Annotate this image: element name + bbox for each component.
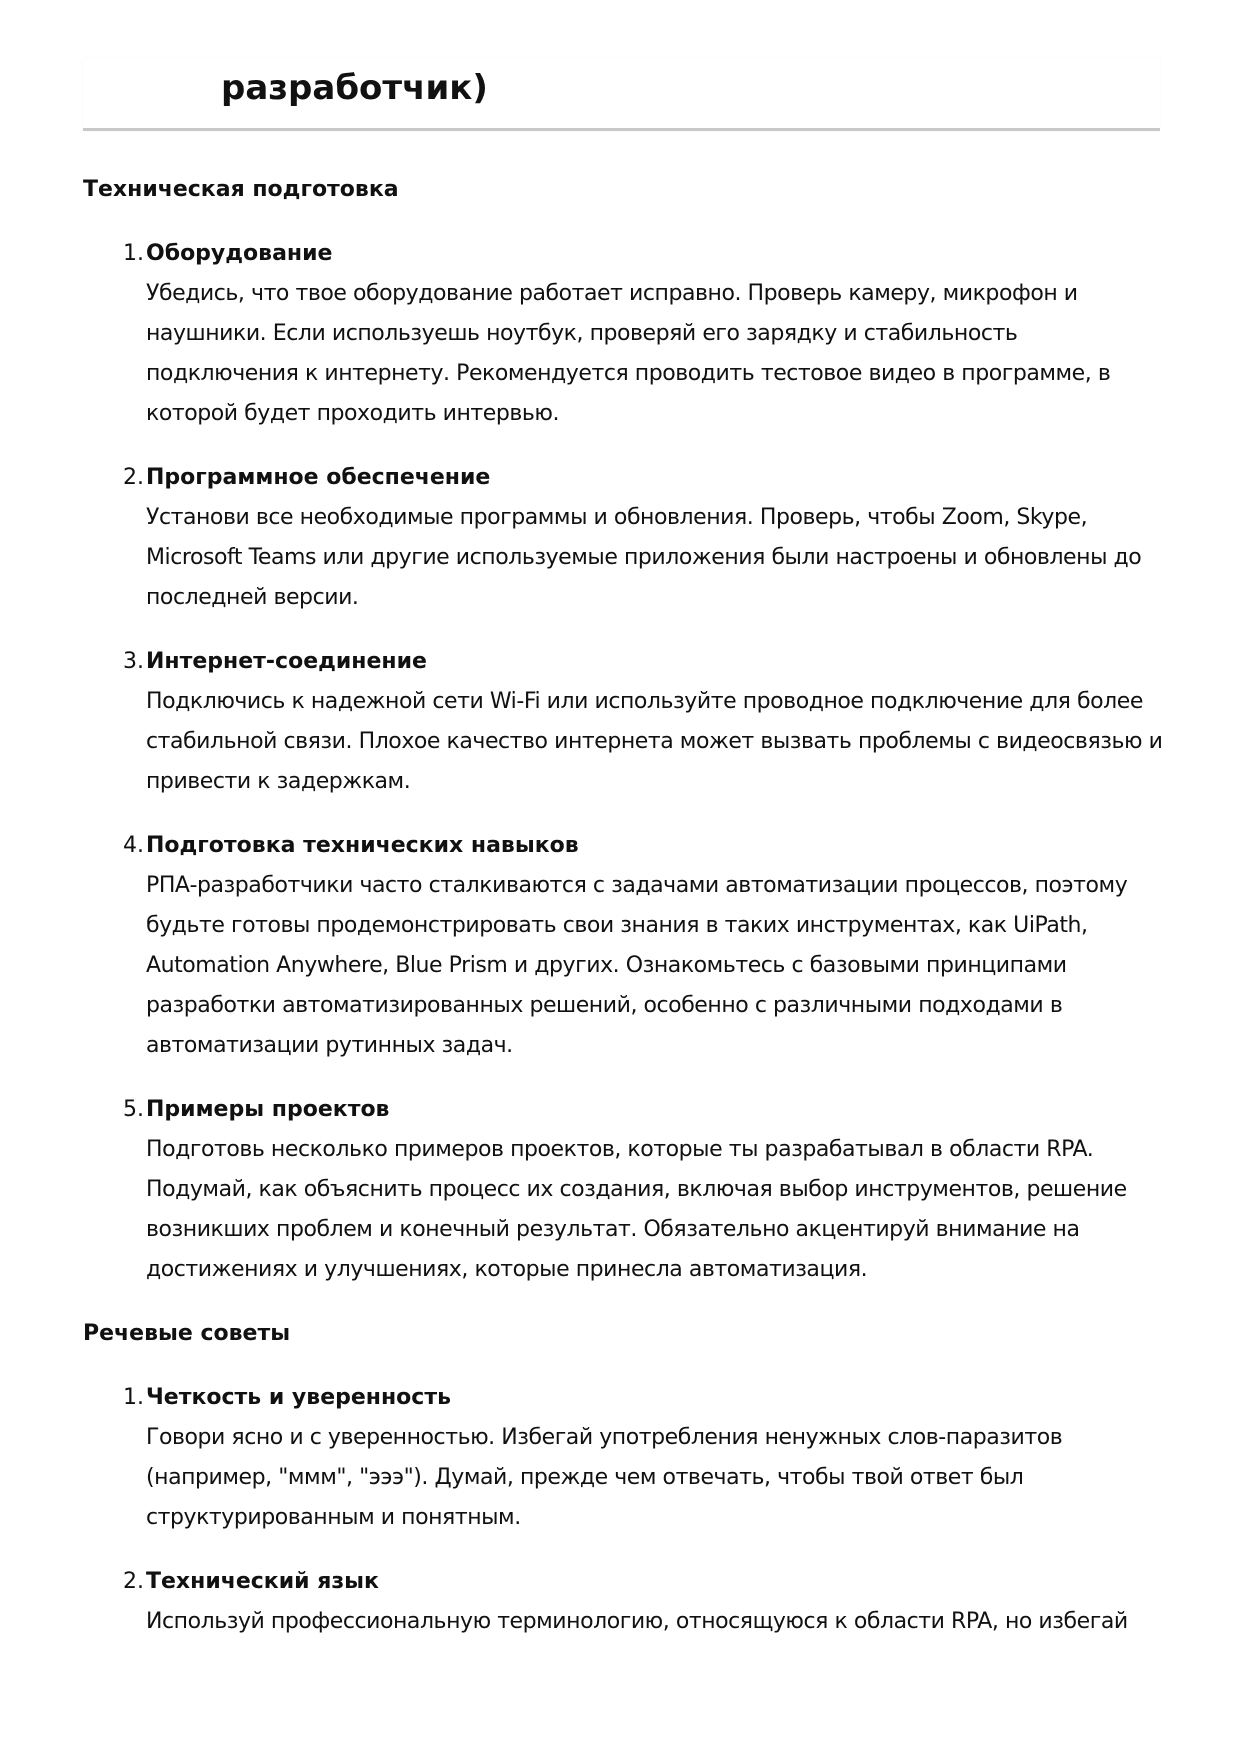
section-technical bbox=[83, 170, 1163, 1290]
item-number: 3. bbox=[123, 649, 144, 674]
title-box bbox=[83, 58, 1160, 131]
section-heading: Техническая подготовка bbox=[83, 177, 399, 202]
page-title: разработчик) bbox=[221, 68, 488, 108]
item-number: 5. bbox=[123, 1097, 144, 1122]
list-item bbox=[83, 642, 1163, 802]
item-number: 2. bbox=[123, 465, 144, 490]
list-item bbox=[83, 1562, 1163, 1642]
document-content bbox=[83, 170, 1163, 1666]
section-heading: Речевые советы bbox=[83, 1321, 291, 1346]
item-title: Программное обеспечение bbox=[146, 465, 491, 490]
item-title: Оборудование bbox=[146, 241, 333, 266]
list-item bbox=[83, 234, 1163, 434]
item-title: Примеры проектов bbox=[146, 1097, 390, 1122]
item-title: Интернет-соединение bbox=[146, 649, 427, 674]
list-item bbox=[83, 1090, 1163, 1290]
item-body: Установи все необходимые программы и обновления. Проверь, чтобы Zoom, Skype, Microsoft Teams или другие используемые приложения были настроены и обновлены до последней версии. bbox=[146, 505, 1142, 610]
item-number: 2. bbox=[123, 1569, 144, 1594]
list-item bbox=[83, 458, 1163, 618]
item-title: Подготовка технических навыков bbox=[146, 833, 579, 858]
item-body: Говори ясно и с уверенностью. Избегай употребления ненужных слов-паразитов (например, "ммм", "эээ"). Думай, прежде чем отвечать, чтобы твой ответ был структурированным и понятным. bbox=[146, 1425, 1063, 1530]
item-number: 1. bbox=[123, 241, 144, 266]
item-body: Убедись, что твое оборудование работает исправно. Проверь камеру, микрофон и наушники. Если используешь ноутбук, проверяй его зарядку и стабильность подключения к интернету. Рекомендуется проводить тестовое видео в программе, в которой будет проходить интервью. bbox=[146, 281, 1111, 426]
list-item bbox=[83, 826, 1163, 1066]
item-body: Подготовь несколько примеров проектов, которые ты разрабатывал в области RPA. Подумай, как объяснить процесс их создания, включая выбор инструментов, решение возникших проблем и конечный результат. Обязательно акцентируй внимание на достижениях и улучшениях, которые принесла автоматизация. bbox=[146, 1137, 1127, 1282]
item-body: Используй профессиональную терминологию, относящуюся к области RPA, но избегай bbox=[146, 1609, 1128, 1634]
numbered-list bbox=[83, 234, 1163, 1290]
list-item bbox=[83, 1378, 1163, 1538]
item-body: Подключись к надежной сети Wi-Fi или используйте проводное подключение для более стабильной связи. Плохое качество интернета может вызвать проблемы с видеосвязью и привести к задержкам. bbox=[146, 689, 1163, 794]
section-speech bbox=[83, 1314, 1163, 1642]
item-number: 1. bbox=[123, 1385, 144, 1410]
numbered-list bbox=[83, 1378, 1163, 1642]
item-title: Технический язык bbox=[146, 1569, 379, 1594]
item-number: 4. bbox=[123, 833, 144, 858]
item-title: Четкость и уверенность bbox=[146, 1385, 452, 1410]
item-body: РПА-разработчики часто сталкиваются с задачами автоматизации процессов, поэтому будьте готовы продемонстрировать свои знания в таких инструментах, как UiPath, Automation Anywhere, Blue Prism и других. Ознакомьтесь с базовыми принципами разработки автоматизированных решений, особенно с различными подходами в автоматизации рутинных задач. bbox=[146, 873, 1128, 1058]
